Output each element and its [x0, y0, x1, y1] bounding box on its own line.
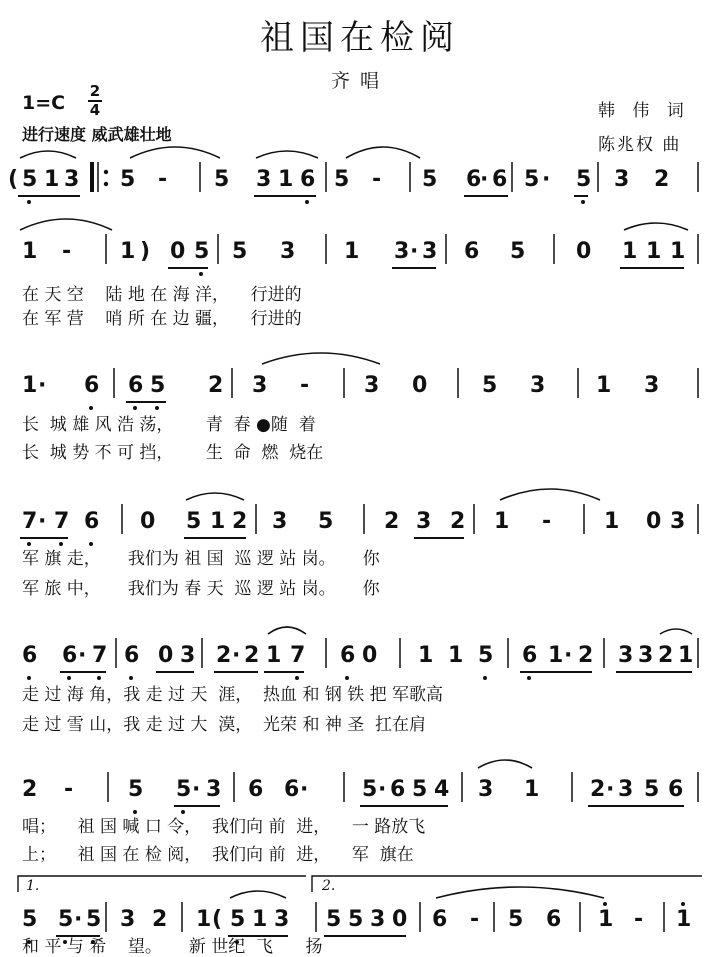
octave-dot-below — [527, 676, 531, 680]
note: 5 — [186, 509, 202, 534]
lyric-line: 走 过 雪 山，我 走 过 大 漠， 光荣 和 神 圣 扛在肩 — [22, 715, 427, 735]
lyricist-credit: 韩 伟 词 — [598, 101, 690, 121]
octave-dot-below — [305, 200, 309, 204]
note: 5 — [348, 907, 364, 932]
lyric-line: 长 城 雄 风 浩 荡， 青 春 ●随 着 — [22, 415, 316, 435]
note: 3 — [256, 167, 272, 192]
song-title: 祖国在检阅 — [260, 18, 460, 58]
lyric-line: 在 天 空 陆 地 在 海 洋， 行进的 — [22, 285, 302, 305]
note: 2 — [578, 643, 594, 668]
slur — [436, 887, 604, 898]
octave-dot-below — [67, 676, 71, 680]
note: 3 — [618, 777, 634, 802]
note: 3 — [370, 907, 386, 932]
note: 3 — [670, 509, 686, 534]
note: 5 — [422, 167, 438, 192]
note: · — [606, 777, 615, 802]
key-signature: 1=C — [22, 92, 66, 114]
note: 5 — [194, 239, 210, 264]
note: 5 — [230, 907, 246, 932]
note: 3 — [638, 643, 654, 668]
octave-dot-above — [603, 902, 607, 906]
octave-dot-below — [89, 406, 93, 410]
score-system — [18, 876, 702, 957]
note: - — [158, 167, 168, 192]
octave-dot-below — [27, 676, 31, 680]
note: 5 — [22, 167, 38, 192]
note: 1 — [524, 777, 540, 802]
note: 6 — [62, 643, 78, 668]
note: 1 — [22, 239, 38, 264]
octave-dot-below — [345, 676, 349, 680]
note: 2 — [654, 167, 670, 192]
note: 1 — [22, 373, 38, 398]
note: 1 — [596, 373, 612, 398]
note: 7 — [290, 643, 306, 668]
slur — [268, 627, 306, 634]
note: 1 — [120, 239, 136, 264]
note: 5 — [524, 167, 540, 192]
note: 3 — [394, 239, 410, 264]
note: - — [64, 777, 74, 802]
note: 1 — [622, 239, 638, 264]
note: 5 — [412, 777, 428, 802]
lyric-line: 在 军 营 哨 所 在 边 疆， 行进的 — [22, 309, 302, 329]
note: 5 — [22, 907, 38, 932]
note: 6 — [492, 167, 508, 192]
octave-dot-below — [581, 200, 585, 204]
note: - — [542, 509, 552, 534]
note: 3 — [274, 907, 290, 932]
note: 1 — [678, 643, 694, 668]
note: 3 — [644, 373, 660, 398]
note: 5 — [576, 167, 592, 192]
lyric-line: 和 平 与 希 望。 新 世纪 飞 扬 — [22, 937, 323, 957]
score-system — [22, 760, 698, 865]
octave-dot-below — [129, 676, 133, 680]
note: · — [410, 239, 419, 264]
note: 3 — [478, 777, 494, 802]
note: 3 — [120, 907, 136, 932]
slur — [346, 147, 420, 158]
note: 0 — [576, 239, 592, 264]
volta-bracket-2 — [312, 876, 702, 894]
note: · — [378, 777, 387, 802]
slur — [256, 151, 318, 158]
note: 5 — [508, 907, 524, 932]
note: · — [74, 907, 83, 932]
note: 2 — [208, 373, 224, 398]
note: 5 — [58, 907, 74, 932]
slur — [20, 151, 76, 158]
note: - — [372, 167, 382, 192]
note: 3 — [422, 239, 438, 264]
note: 1 — [210, 509, 226, 534]
note: 1 — [598, 907, 614, 932]
note: 1 — [448, 643, 464, 668]
note: 6 — [84, 373, 100, 398]
note: 3 — [206, 777, 222, 802]
note: 1 — [670, 239, 686, 264]
meter-bottom: 4 — [89, 101, 101, 119]
note: 6 — [390, 777, 406, 802]
note: 5 — [176, 777, 192, 802]
slur — [130, 147, 220, 158]
octave-dot-below — [155, 406, 159, 410]
note: 6 — [284, 777, 300, 802]
note: 6 — [466, 167, 482, 192]
note: 6 — [464, 239, 480, 264]
note: · — [542, 167, 551, 192]
note: - — [62, 239, 72, 264]
note: 4 — [434, 777, 450, 802]
octave-dot-below — [295, 676, 299, 680]
meter-top: 2 — [89, 82, 101, 100]
note: · — [564, 643, 573, 668]
note: · — [38, 509, 47, 534]
score-system — [22, 353, 698, 463]
lyric-line: 上； 祖 国 在 检 阅， 我们向 前 进， 军 旗在 — [22, 845, 414, 865]
slur — [186, 493, 244, 500]
score-system — [8, 147, 698, 204]
lyric-line: 军 旅 中， 我们为 春 天 巡 逻 站 岗。 你 — [22, 579, 380, 599]
note: 5 — [232, 239, 248, 264]
note: · — [192, 777, 201, 802]
note: 0 — [392, 907, 408, 932]
note: 5 — [478, 643, 494, 668]
note: 5 — [644, 777, 660, 802]
note: 5 — [510, 239, 526, 264]
note: 6 — [300, 167, 316, 192]
lyric-line: 走 过 海 角，我 走 过 天 涯， 热血 和 钢 铁 把 军歌高 — [22, 685, 444, 705]
note: 6 — [248, 777, 264, 802]
note: 1 — [252, 907, 268, 932]
slur — [500, 489, 600, 500]
note: 5 — [214, 167, 230, 192]
octave-dot-below — [133, 406, 137, 410]
note: 3 — [272, 509, 288, 534]
score-system — [20, 219, 698, 329]
lyric-line: 长 城 势 不 可 挡， 生 命 燃 烧在 — [22, 443, 324, 463]
octave-dot-below — [27, 200, 31, 204]
note: 5 — [362, 777, 378, 802]
lyric-line: 唱； 祖 国 喊 口 令， 我们向 前 进， 一 路放飞 — [22, 817, 426, 837]
note: 5 — [120, 167, 136, 192]
repeat-barline — [92, 162, 108, 192]
note: 7 — [54, 509, 70, 534]
note: · — [78, 643, 87, 668]
note: 2 — [152, 907, 168, 932]
note: 1 — [646, 239, 662, 264]
note: 5 — [334, 167, 350, 192]
note: 6 — [124, 643, 140, 668]
slur — [262, 353, 380, 364]
slur — [478, 760, 532, 768]
note: 6 — [546, 907, 562, 932]
note: 1 — [604, 509, 620, 534]
note: 1 — [266, 643, 282, 668]
note: 3 — [280, 239, 296, 264]
note: - — [300, 373, 310, 398]
tempo-marking: 进行速度 威武雄壮地 — [22, 125, 172, 144]
note: · — [232, 643, 241, 668]
score-system — [22, 627, 698, 735]
note: 6 — [22, 643, 38, 668]
note: 7 — [22, 509, 38, 534]
lyric-line: 军 旗 走， 我们为 祖 国 巡 逻 站 岗。 你 — [22, 549, 380, 569]
score-system — [20, 489, 698, 599]
note: 2 — [590, 777, 606, 802]
note: 2 — [22, 777, 38, 802]
note: 6 — [340, 643, 356, 668]
note: ( — [8, 167, 19, 192]
note: 5 — [482, 373, 498, 398]
note: 2 — [216, 643, 232, 668]
note: 1 — [494, 509, 510, 534]
note: 6 — [128, 373, 144, 398]
note: 0 — [646, 509, 662, 534]
note: 5 — [318, 509, 334, 534]
note: 1 — [548, 643, 564, 668]
note: - — [470, 907, 480, 932]
note: 2 — [244, 643, 260, 668]
note: 3 — [530, 373, 546, 398]
note: 3 — [364, 373, 380, 398]
note: - — [634, 907, 644, 932]
note: · — [300, 777, 309, 802]
note: · — [480, 167, 489, 192]
note: 3 — [252, 373, 268, 398]
note: 0 — [140, 509, 156, 534]
octave-dot-below — [181, 810, 185, 814]
note: ( — [212, 907, 223, 932]
note: 0 — [412, 373, 428, 398]
note: 3 — [64, 167, 80, 192]
note: 1 — [196, 907, 212, 932]
octave-dot-below — [59, 542, 63, 546]
note: ) — [140, 239, 151, 264]
song-subtitle: 齐唱 — [330, 70, 389, 92]
composer-credit: 陈兆权 曲 — [598, 135, 682, 155]
slur — [624, 223, 688, 230]
note: 3 — [614, 167, 630, 192]
note: 2 — [384, 509, 400, 534]
note: 5 — [86, 907, 102, 932]
note: 0 — [362, 643, 378, 668]
octave-dot-below — [89, 542, 93, 546]
volta-label: 1. — [26, 878, 40, 894]
note: 1 — [278, 167, 294, 192]
note: 5 — [150, 373, 166, 398]
slur — [20, 219, 112, 230]
note: 6 — [432, 907, 448, 932]
note: 7 — [92, 643, 108, 668]
note: 1 — [44, 167, 60, 192]
note: 3 — [180, 643, 196, 668]
note: 3 — [618, 643, 634, 668]
note: · — [38, 373, 47, 398]
note: 1 — [418, 643, 434, 668]
volta-label: 2. — [322, 878, 336, 894]
note: 2 — [232, 509, 248, 534]
note: 2 — [450, 509, 466, 534]
note: 6 — [84, 509, 100, 534]
note: 5 — [326, 907, 342, 932]
octave-dot-below — [133, 810, 137, 814]
octave-dot-below — [483, 676, 487, 680]
note: 3 — [416, 509, 432, 534]
octave-dot-below — [199, 272, 203, 276]
note: 0 — [170, 239, 186, 264]
note: 2 — [658, 643, 674, 668]
slur — [660, 629, 692, 634]
note: 1 — [344, 239, 360, 264]
note: 6 — [522, 643, 538, 668]
note: 1 — [676, 907, 692, 932]
note: 5 — [128, 777, 144, 802]
note: 6 — [668, 777, 684, 802]
octave-dot-above — [681, 902, 685, 906]
octave-dot-below — [97, 676, 101, 680]
note: 0 — [158, 643, 174, 668]
octave-dot-below — [27, 542, 31, 546]
slur — [230, 891, 286, 898]
